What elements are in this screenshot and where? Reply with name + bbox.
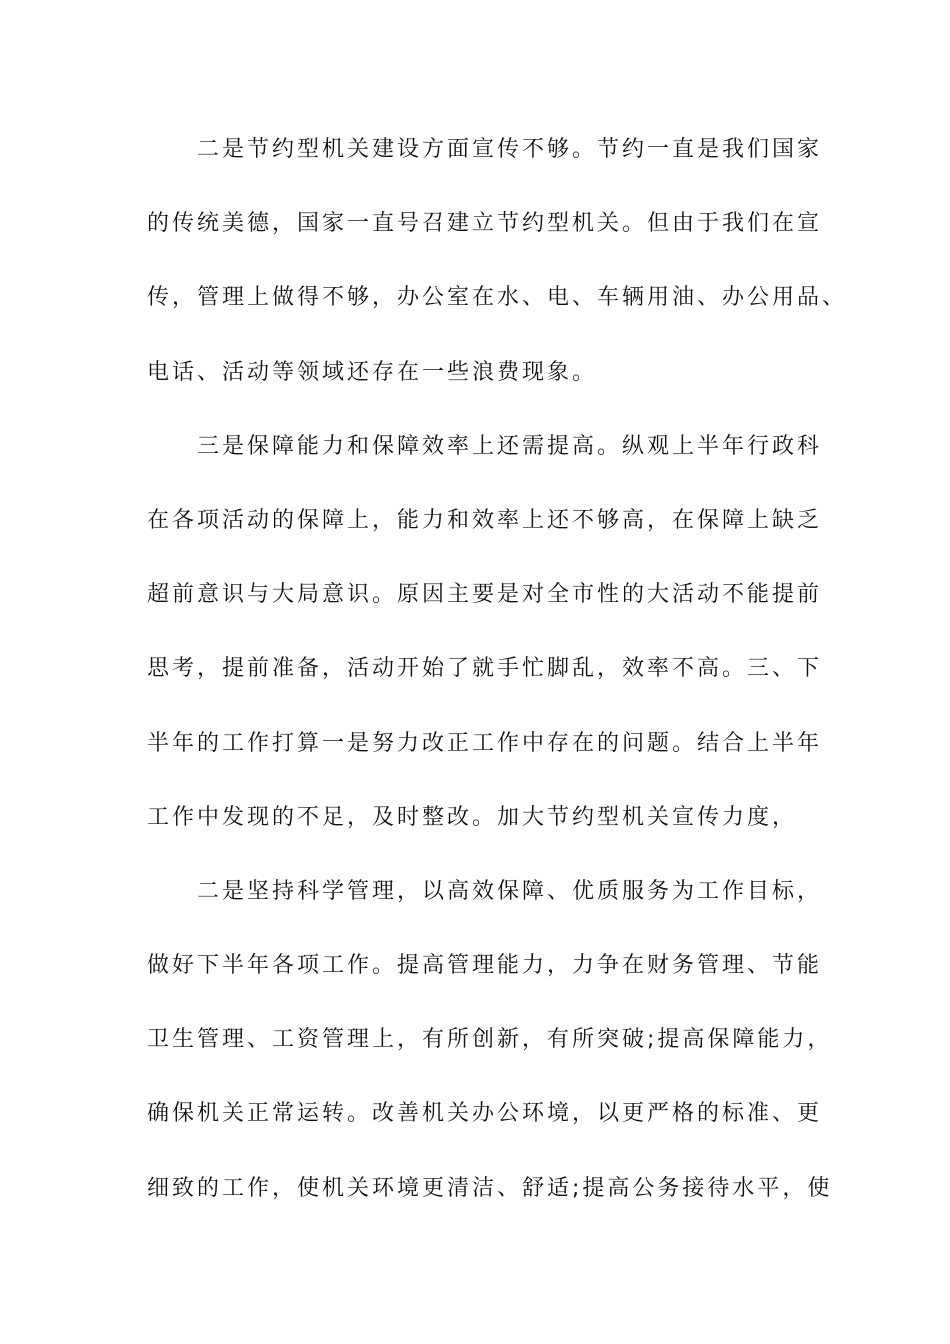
text-line: 卫生管理、工资管理上，有所创新，有所突破;提高保障能力，: [147, 1027, 833, 1053]
text-line: 电话、活动等领域还存在一些浪费现象。: [147, 359, 598, 385]
text-line: 传，管理上做得不够，办公室在水、电、车辆用油、办公用品、: [147, 285, 848, 311]
text-line: 做好下半年各项工作。提高管理能力，力争在财务管理、节能: [147, 953, 823, 979]
text-line: 细致的工作，使机关环境更清洁、舒适;提高公务接待水平，使: [147, 1175, 833, 1201]
text-line: 思考，提前准备，活动开始了就手忙脚乱，效率不高。三、下: [147, 656, 823, 682]
text-line: 三是保障能力和保障效率上还需提高。纵观上半年行政科: [197, 433, 823, 459]
text-line: 工作中发现的不足，及时整改。加大节约型机关宣传力度，: [147, 804, 798, 830]
text-line: 超前意识与大局意识。原因主要是对全市性的大活动不能提前: [147, 582, 823, 608]
text-line: 半年的工作打算一是努力改正工作中存在的问题。结合上半年: [147, 730, 823, 756]
body-text: [147, 128, 848, 1241]
text-line: 二是节约型机关建设方面宣传不够。节约一直是我们国家: [197, 137, 823, 162]
text-line: 确保机关正常运转。改善机关办公环境，以更严格的标准、更: [147, 1101, 823, 1127]
text-line: 的传统美德，国家一直号召建立节约型机关。但由于我们在宣: [147, 211, 823, 237]
text-line: 在各项活动的保障上，能力和效率上还不够高，在保障上缺乏: [147, 507, 823, 533]
text-line: 二是坚持科学管理，以高效保障、优质服务为工作目标，: [197, 878, 823, 904]
